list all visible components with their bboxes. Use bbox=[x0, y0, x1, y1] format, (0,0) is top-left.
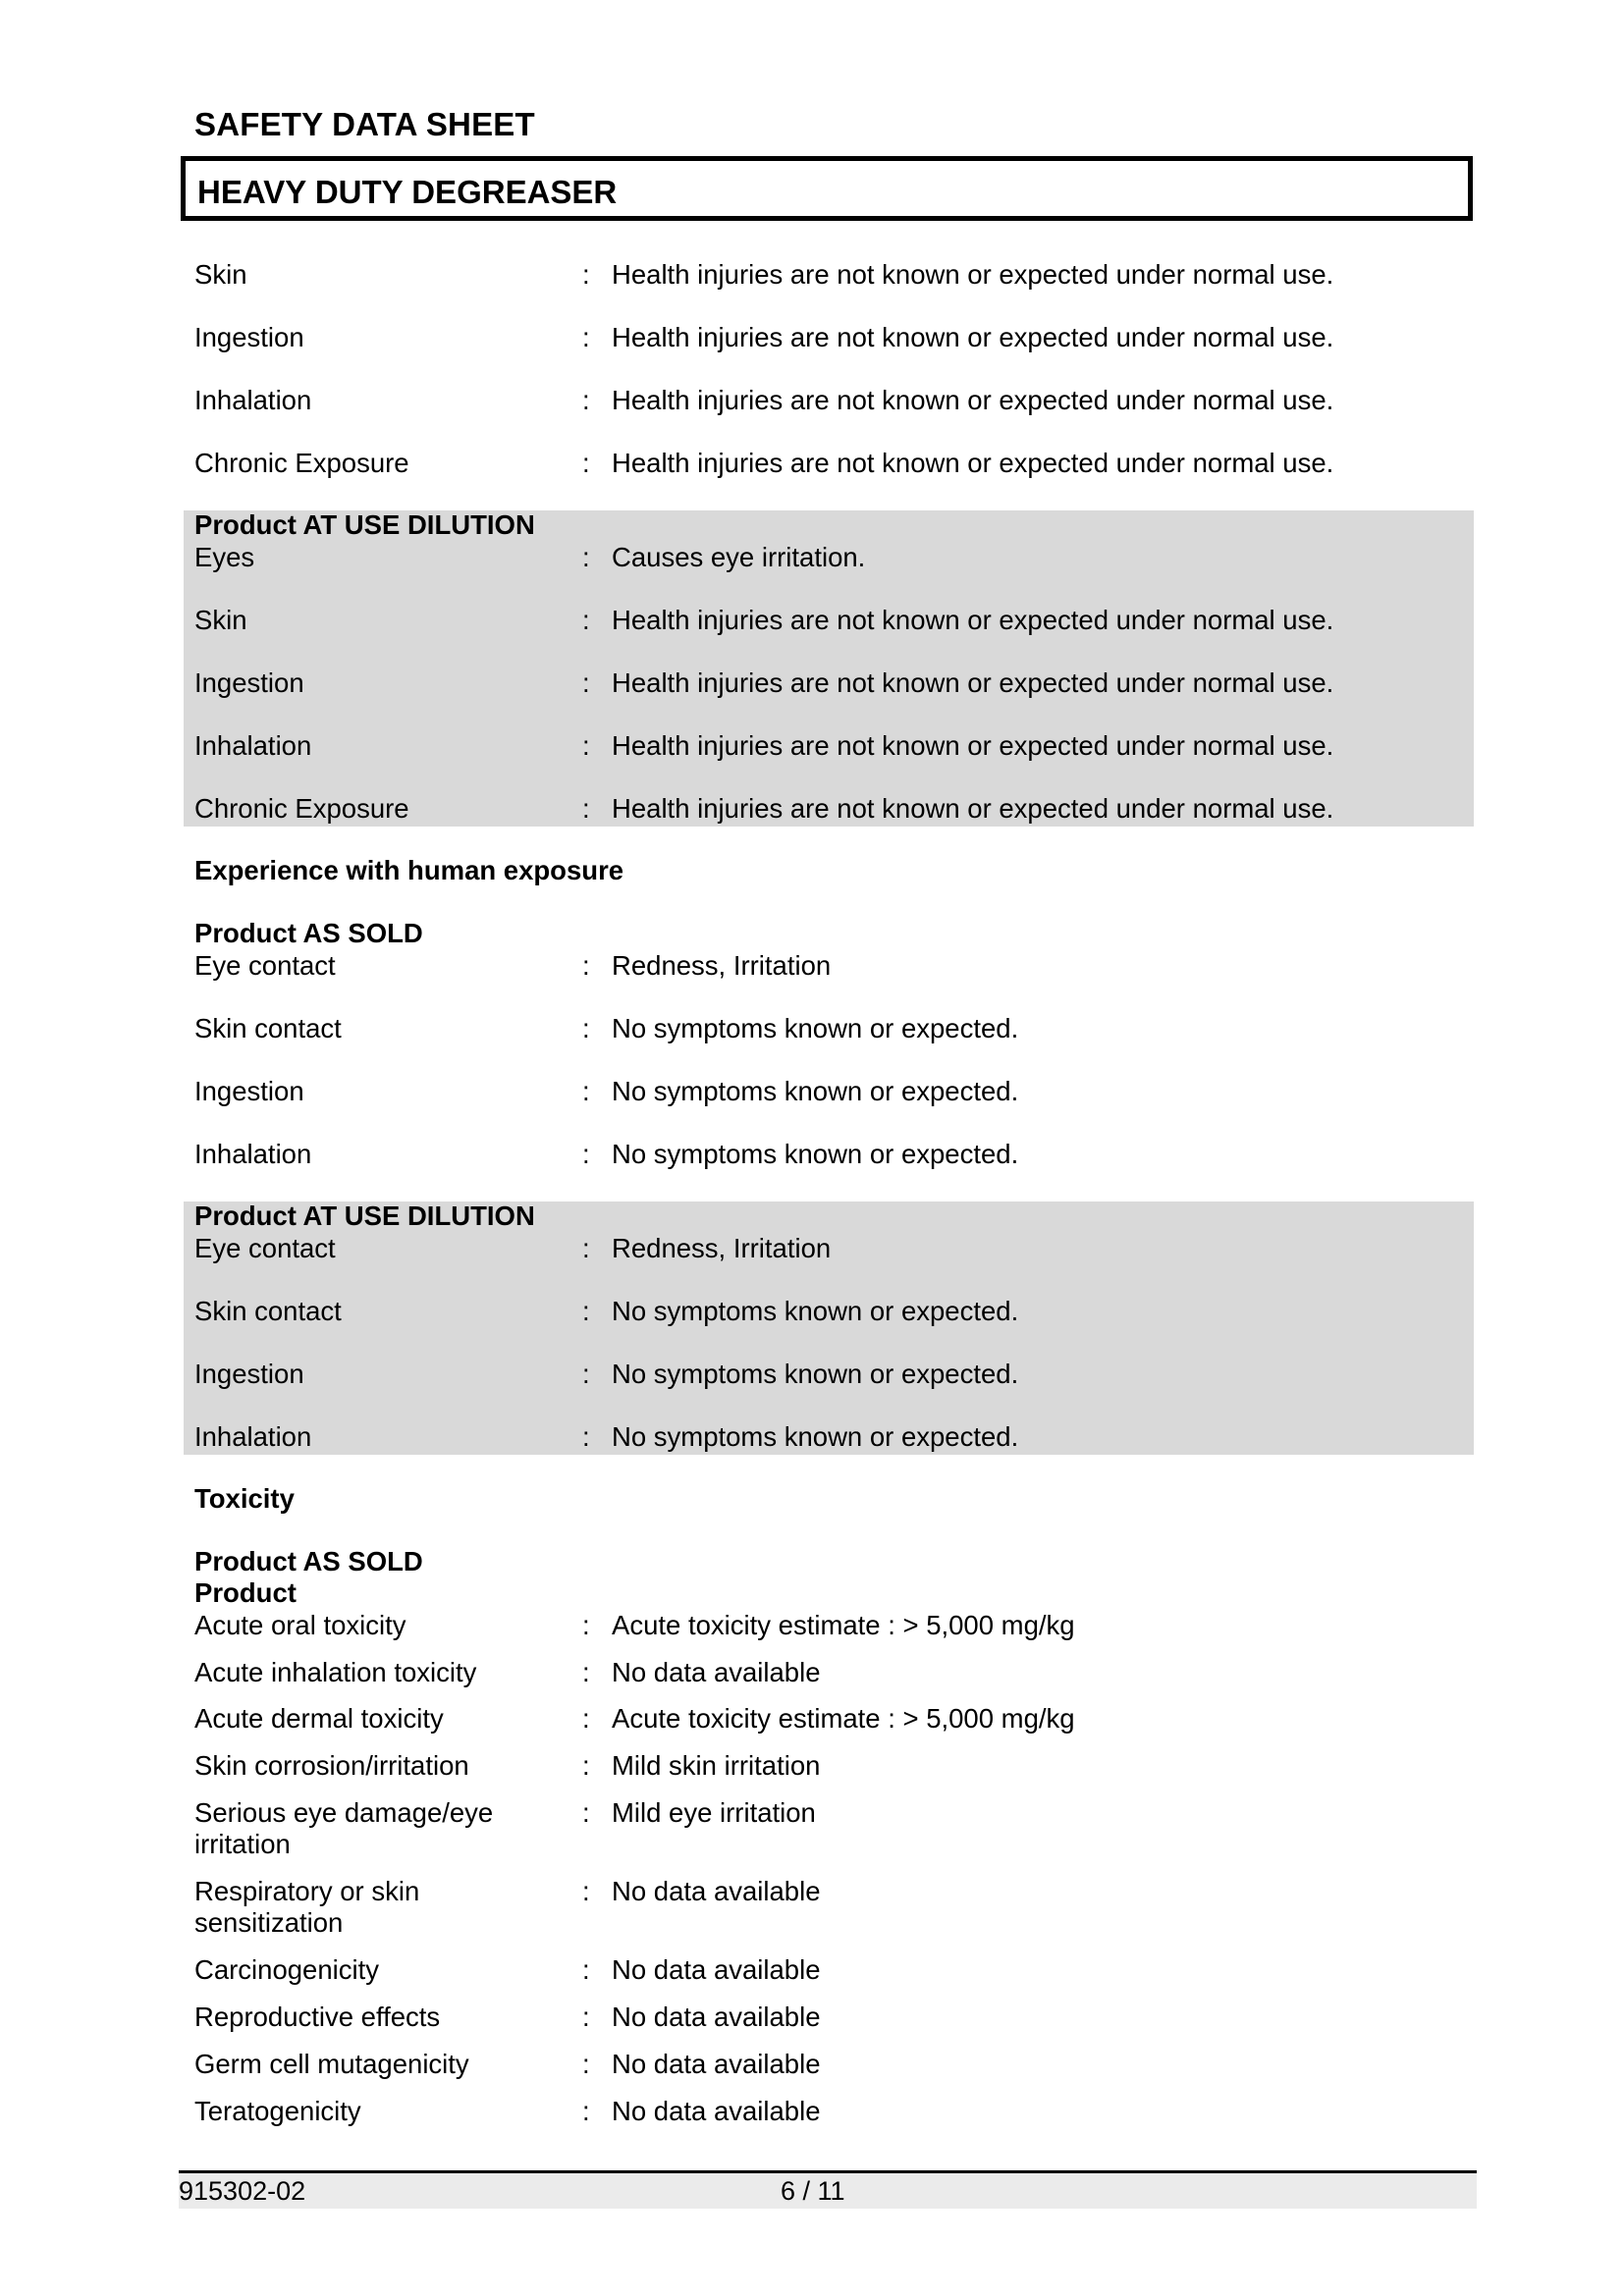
value-ingestion: No symptoms known or expected. bbox=[612, 1359, 1019, 1389]
label-ingestion: Ingestion bbox=[194, 1076, 304, 1106]
value-inhalation: No symptoms known or expected. bbox=[612, 1139, 1019, 1169]
label-inhalation: Inhalation bbox=[194, 1421, 312, 1452]
colon: : bbox=[582, 1233, 590, 1263]
value-skin-contact: No symptoms known or expected. bbox=[612, 1013, 1019, 1043]
colon: : bbox=[582, 667, 590, 698]
label-inhalation: Inhalation bbox=[194, 385, 312, 415]
label-skin-contact: Skin contact bbox=[194, 1296, 342, 1326]
value-chronic-exposure: Health injuries are not known or expected under normal use. bbox=[612, 793, 1334, 824]
colon: : bbox=[582, 950, 590, 981]
value-respiratory-skin-sensitization: No data available bbox=[612, 1876, 821, 1906]
value-inhalation: No symptoms known or expected. bbox=[612, 1421, 1019, 1452]
colon: : bbox=[582, 2096, 590, 2126]
colon: : bbox=[582, 259, 590, 290]
footer-page-number: 6 / 11 bbox=[781, 2176, 845, 2206]
section-heading-experience: Experience with human exposure bbox=[194, 855, 624, 885]
label-carcinogenicity: Carcinogenicity bbox=[194, 1954, 380, 1985]
product-name-box bbox=[181, 156, 1473, 221]
label-ingestion: Ingestion bbox=[194, 322, 304, 352]
label-germ-cell-mutagenicity: Germ cell mutagenicity bbox=[194, 2049, 469, 2079]
label-serious-eye-damage: Serious eye damage/eye bbox=[194, 1797, 494, 1828]
label-eye-contact: Eye contact bbox=[194, 1233, 336, 1263]
colon: : bbox=[582, 1296, 590, 1326]
label-acute-dermal-toxicity: Acute dermal toxicity bbox=[194, 1703, 444, 1734]
value-skin: Health injuries are not known or expected under normal use. bbox=[612, 259, 1334, 290]
colon: : bbox=[582, 1750, 590, 1781]
value-skin-contact: No symptoms known or expected. bbox=[612, 1296, 1019, 1326]
label-respiratory-skin-sensitization: Respiratory or skin bbox=[194, 1876, 420, 1906]
value-chronic-exposure: Health injuries are not known or expected under normal use. bbox=[612, 448, 1334, 478]
value-acute-oral-toxicity: Acute toxicity estimate : > 5,000 mg/kg bbox=[612, 1610, 1075, 1640]
value-skin-corrosion-irritation: Mild skin irritation bbox=[612, 1750, 821, 1781]
colon: : bbox=[582, 2049, 590, 2079]
label-skin-contact: Skin contact bbox=[194, 1013, 342, 1043]
value-reproductive-effects: No data available bbox=[612, 2002, 821, 2032]
label-acute-oral-toxicity: Acute oral toxicity bbox=[194, 1610, 406, 1640]
label-skin: Skin bbox=[194, 259, 247, 290]
colon: : bbox=[582, 1703, 590, 1734]
label-eye-contact: Eye contact bbox=[194, 950, 336, 981]
colon: : bbox=[582, 385, 590, 415]
colon: : bbox=[582, 793, 590, 824]
value-acute-inhalation-toxicity: No data available bbox=[612, 1657, 821, 1687]
value-carcinogenicity: No data available bbox=[612, 1954, 821, 1985]
label-reproductive-effects: Reproductive effects bbox=[194, 2002, 441, 2032]
colon: : bbox=[582, 1139, 590, 1169]
label-respiratory-skin-sensitization-line2: sensitization bbox=[194, 1907, 344, 1938]
section-heading-product: Product bbox=[194, 1577, 297, 1608]
value-inhalation: Health injuries are not known or expected under normal use. bbox=[612, 730, 1334, 761]
value-germ-cell-mutagenicity: No data available bbox=[612, 2049, 821, 2079]
section-heading-at-use-dilution: Product AT USE DILUTION bbox=[194, 509, 535, 540]
value-eyes: Causes eye irritation. bbox=[612, 542, 866, 572]
colon: : bbox=[582, 542, 590, 572]
colon: : bbox=[582, 730, 590, 761]
label-inhalation: Inhalation bbox=[194, 1139, 312, 1169]
label-chronic-exposure: Chronic Exposure bbox=[194, 793, 409, 824]
label-chronic-exposure: Chronic Exposure bbox=[194, 448, 409, 478]
colon: : bbox=[582, 322, 590, 352]
colon: : bbox=[582, 1359, 590, 1389]
product-name: HEAVY DUTY DEGREASER bbox=[197, 174, 618, 210]
value-ingestion: Health injuries are not known or expected under normal use. bbox=[612, 322, 1334, 352]
section-heading-at-use-dilution: Product AT USE DILUTION bbox=[194, 1201, 535, 1231]
value-ingestion: Health injuries are not known or expected under normal use. bbox=[612, 667, 1334, 698]
value-eye-contact: Redness, Irritation bbox=[612, 950, 832, 981]
label-skin-corrosion-irritation: Skin corrosion/irritation bbox=[194, 1750, 469, 1781]
value-inhalation: Health injuries are not known or expected under normal use. bbox=[612, 385, 1334, 415]
footer-document-code: 915302-02 bbox=[179, 2176, 306, 2206]
colon: : bbox=[582, 2002, 590, 2032]
label-inhalation: Inhalation bbox=[194, 730, 312, 761]
section-heading-as-sold: Product AS SOLD bbox=[194, 918, 423, 948]
colon: : bbox=[582, 1876, 590, 1906]
colon: : bbox=[582, 1657, 590, 1687]
colon: : bbox=[582, 1610, 590, 1640]
colon: : bbox=[582, 605, 590, 635]
value-serious-eye-damage: Mild eye irritation bbox=[612, 1797, 816, 1828]
value-acute-dermal-toxicity: Acute toxicity estimate : > 5,000 mg/kg bbox=[612, 1703, 1075, 1734]
value-ingestion: No symptoms known or expected. bbox=[612, 1076, 1019, 1106]
value-teratogenicity: No data available bbox=[612, 2096, 821, 2126]
colon: : bbox=[582, 1954, 590, 1985]
colon: : bbox=[582, 1013, 590, 1043]
section-heading-as-sold: Product AS SOLD bbox=[194, 1546, 423, 1576]
label-acute-inhalation-toxicity: Acute inhalation toxicity bbox=[194, 1657, 477, 1687]
label-ingestion: Ingestion bbox=[194, 667, 304, 698]
label-teratogenicity: Teratogenicity bbox=[194, 2096, 361, 2126]
section-heading-toxicity: Toxicity bbox=[194, 1483, 295, 1514]
label-skin: Skin bbox=[194, 605, 247, 635]
label-eyes: Eyes bbox=[194, 542, 255, 572]
colon: : bbox=[582, 1076, 590, 1106]
label-ingestion: Ingestion bbox=[194, 1359, 304, 1389]
value-skin: Health injuries are not known or expected under normal use. bbox=[612, 605, 1334, 635]
document-title: SAFETY DATA SHEET bbox=[194, 106, 535, 142]
label-serious-eye-damage-line2: irritation bbox=[194, 1829, 291, 1859]
value-eye-contact: Redness, Irritation bbox=[612, 1233, 832, 1263]
colon: : bbox=[582, 1797, 590, 1828]
colon: : bbox=[582, 448, 590, 478]
colon: : bbox=[582, 1421, 590, 1452]
